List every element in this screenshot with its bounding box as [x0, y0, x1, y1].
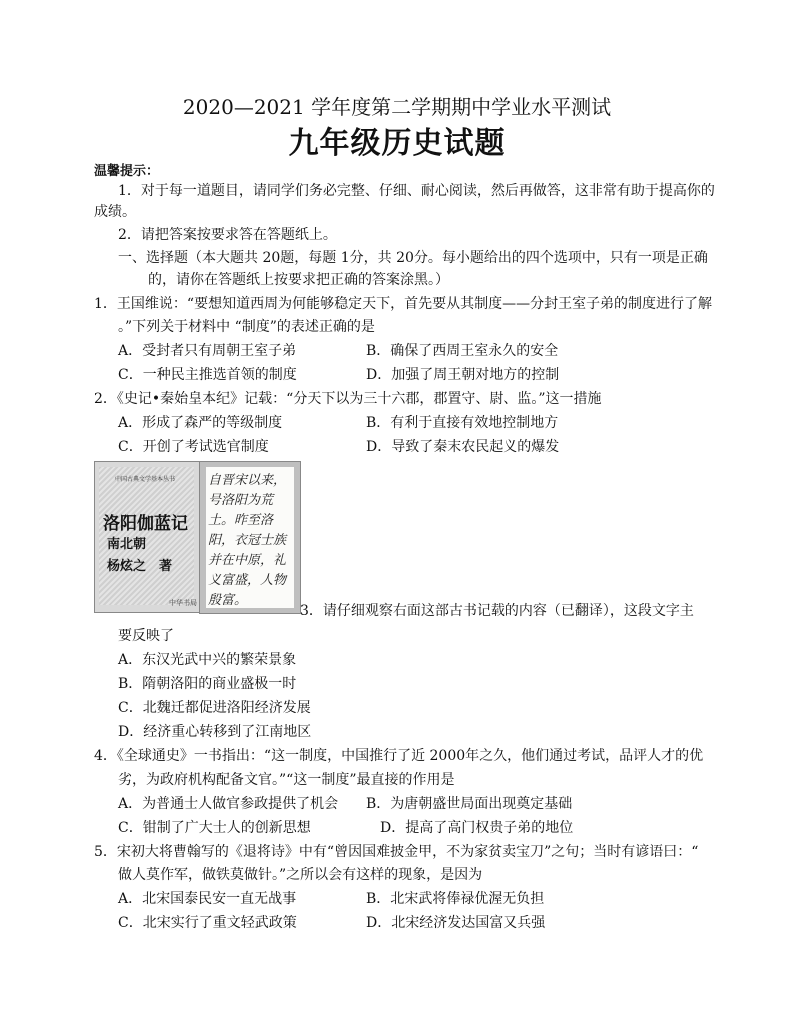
question-3-option-d[interactable]: D．经济重心转移到了江南地区 — [118, 724, 312, 740]
subject-title: 九年级历史试题 — [288, 126, 506, 161]
exam-title: 2020—2021 学年度第二学期期中学业水平测试 — [182, 95, 612, 119]
excerpt-line: 殷富。 — [208, 593, 248, 608]
excerpt-line: 土。昨至洛 — [208, 513, 274, 528]
section-heading-cont: 的，请你在答题纸上按要求把正确的答案涂黑。） — [148, 272, 449, 288]
question-3-stem-cont: 要反映了 — [118, 628, 174, 644]
question-5-option-a[interactable]: A．北宋国泰民安一直无战事 — [118, 891, 297, 907]
excerpt-line: 并在中原，礼 — [208, 553, 287, 568]
question-4-stem-cont: 劣，为政府机构配备文官。”“这一制度”最直接的作用是 — [118, 772, 455, 788]
section-heading: 一、选择题（本大题共 20题，每题 1分，共 20分。每小题给出的四个选项中，只有一项是正确 — [118, 250, 708, 266]
question-4-option-d[interactable]: D．提高了高门权贵子弟的地位 — [380, 820, 574, 836]
excerpt-line: 号洛阳为荒 — [208, 493, 274, 508]
excerpt-line: 自晋宋以来， — [208, 473, 287, 488]
question-5-option-c[interactable]: C．北宋实行了重文轻武政策 — [118, 915, 297, 931]
question-1-stem: 1．王国维说：“要想知道西周为何能够稳定天下，首先要从其制度——分封王室子弟的制度进行了解 — [94, 296, 713, 312]
question-4-option-a[interactable]: A．为普通士人做官参政提供了机会 — [118, 796, 339, 812]
question-5-stem-cont: 做人莫作军，做铁莫做针。”之所以会有这样的现象，是因为 — [118, 867, 483, 883]
question-1-stem-cont: 。”下列关于材料中 “制度”的表述正确的是 — [118, 319, 375, 335]
question-4-stem: 4．《全球通史》一书指出：“这一制度，中国推行了近 2000年之久，他们通过考试，品评人才的优 — [94, 748, 704, 764]
question-2-stem: 2．《史记•秦始皇本纪》记载：“分天下以为三十六郡，郡置守、尉、监。”这一措施 — [94, 391, 602, 407]
book-author: 杨炫之 著 — [107, 559, 173, 574]
notice-heading: 温馨提示： — [94, 164, 160, 179]
question-3-option-b[interactable]: B．隋朝洛阳的商业盛极一时 — [118, 676, 297, 692]
question-3-stem: 3．请仔细观察右面这部古书记载的内容（已翻译），这段文字主 — [300, 603, 694, 619]
book-excerpt-image — [199, 461, 301, 614]
question-5-option-b[interactable]: B．北宋武将俸禄优渥无负担 — [366, 891, 545, 907]
question-3-option-c[interactable]: C．北魏迁都促进洛阳经济发展 — [118, 700, 311, 716]
question-5-stem: 5．宋初大将曹翰写的《退将诗》中有“曾因国难披金甲，不为家贫卖宝刀”之句；当时有谚语曰：“ — [94, 844, 699, 860]
excerpt-line: 义富盛，人物 — [208, 573, 287, 588]
question-2-option-c[interactable]: C．开创了考试选官制度 — [118, 439, 269, 455]
notice-item-2: 2．请把答案按要求答在答题纸上。 — [118, 227, 337, 243]
question-1-option-c[interactable]: C．一种民主推选首领的制度 — [118, 367, 297, 383]
book-cover-image — [94, 461, 201, 613]
question-1-option-a[interactable]: A．受封者只有周朝王室子弟 — [118, 343, 297, 359]
question-2-option-d[interactable]: D．导致了秦末农民起义的爆发 — [366, 439, 560, 455]
question-1-option-b[interactable]: B．确保了西周王室永久的安全 — [366, 343, 559, 359]
notice-item-1: 1．对于每一道题目，请同学们务必完整、仔细、耐心阅读，然后再做答，这非常有助于提高你的 — [118, 183, 715, 199]
book-series-text: 中国古典文学基本丛书 — [114, 476, 175, 483]
question-1-option-d[interactable]: D．加强了周王朝对地方的控制 — [366, 367, 560, 383]
book-publisher: 中华书局 — [169, 599, 197, 607]
notice-item-1-cont: 成绩。 — [94, 204, 136, 220]
question-3-option-a[interactable]: A．东汉光武中兴的繁荣景象 — [118, 652, 297, 668]
book-dynasty: 南北朝 — [107, 537, 147, 552]
question-4-option-b[interactable]: B．为唐朝盛世局面出现奠定基础 — [366, 796, 573, 812]
book-title: 洛阳伽蓝记 — [103, 514, 188, 534]
question-2-option-a[interactable]: A．形成了森严的等级制度 — [118, 415, 283, 431]
question-2-option-b[interactable]: B．有利于直接有效地控制地方 — [366, 415, 559, 431]
excerpt-line: 阳，衣冠士族 — [208, 533, 287, 548]
question-5-option-d[interactable]: D．北宋经济发达国富又兵强 — [366, 915, 546, 931]
question-4-option-c[interactable]: C．钳制了广大士人的创新思想 — [118, 820, 311, 836]
